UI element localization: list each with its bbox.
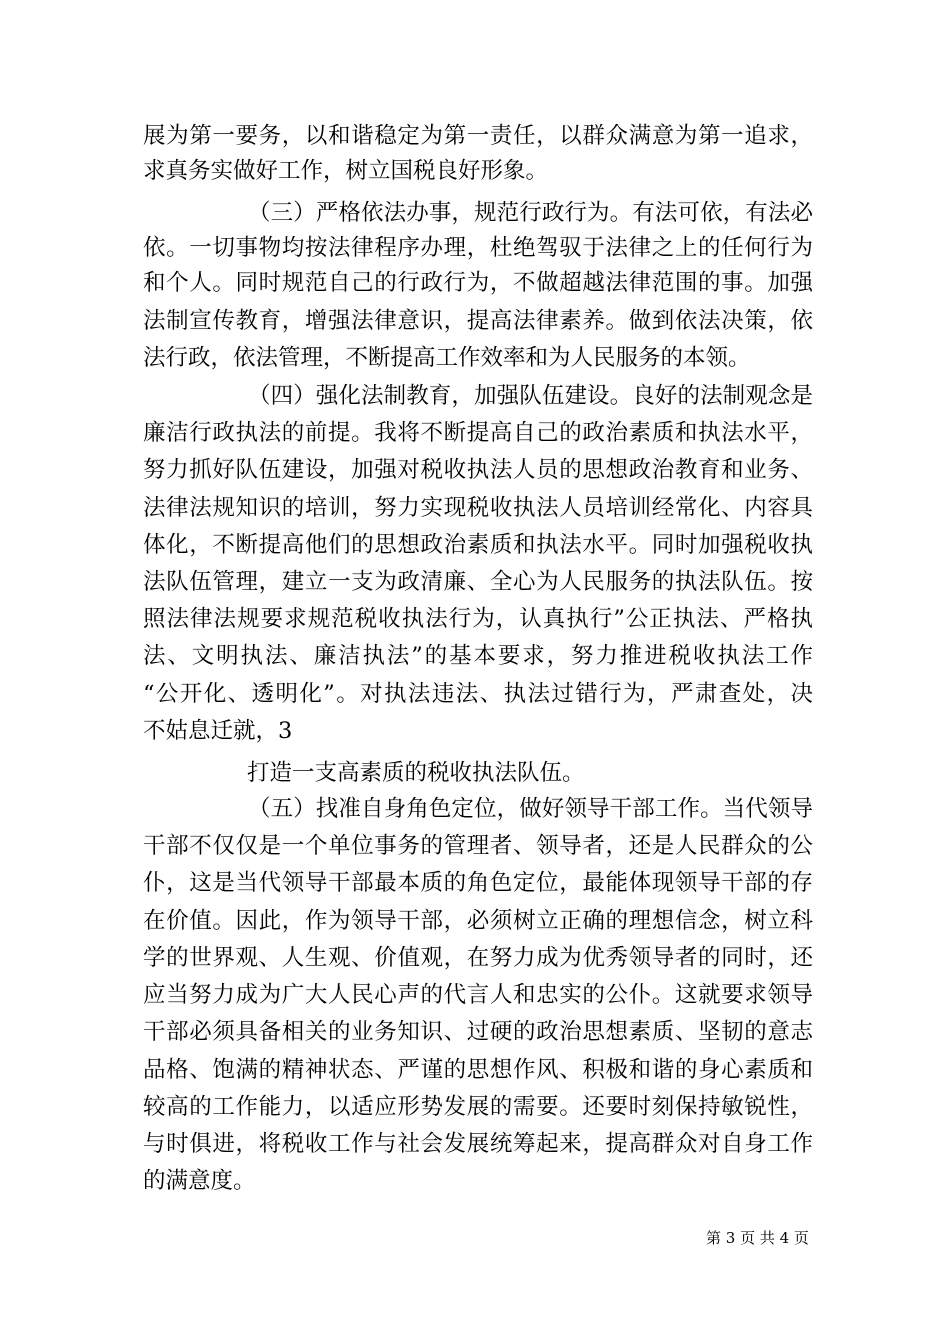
text-line-4: 依。一切事物均按法律程序办理，杜绝驾驭于法律之上的任何行为 — [143, 235, 813, 261]
paragraph-heading-4: （四）强化法制教育，加强队伍建设。良好的法制观念是 — [248, 383, 813, 409]
text-line-18: 打造一支高素质的税收执法队伍。 — [247, 760, 585, 786]
text-line-27: 较高的工作能力，以适应形势发展的需要。还要时刻保持敏锐性， — [143, 1094, 813, 1120]
text-line-13: 法队伍管理，建立一支为政清廉、全心为人民服务的执法队伍。按 — [143, 569, 813, 595]
text-line-11: 法律法规知识的培训，努力实现税收执法人员培训经常化、内容具 — [143, 495, 813, 521]
text-line-7: 法行政，依法管理，不断提高工作效率和为人民服务的本领。 — [143, 345, 751, 371]
text-line-15: 法、文明执法、廉洁执法”的基本要求，努力推进税收执法工作 — [143, 643, 813, 669]
text-line-12: 体化，不断提高他们的思想政治素质和执法水平。同时加强税收执 — [143, 532, 813, 558]
text-line-20: 干部不仅仅是一个单位事务的管理者、领导者，还是人民群众的公 — [143, 833, 813, 859]
text-line-23: 学的世界观、人生观、价值观，在努力成为优秀领导者的同时，还 — [143, 945, 813, 971]
text-line-16: “公开化、透明化”。对执法违法、执法过错行为，严肃查处，决 — [143, 681, 813, 707]
text-line-9: 廉洁行政执法的前提。我将不断提高自己的政治素质和执法水平， — [143, 420, 813, 446]
page-number-footer: 第 3 页 共 4 页 — [706, 1229, 809, 1247]
text-line-10: 努力抓好队伍建设，加强对税收执法人员的思想政治教育和业务、 — [143, 457, 813, 483]
text-line-24: 应当努力成为广大人民心声的代言人和忠实的公仆。这就要求领导 — [143, 982, 813, 1008]
text-line-2: 求真务实做好工作，树立国税良好形象。 — [143, 158, 549, 184]
text-line-25: 干部必须具备相关的业务知识、过硬的政治思想素质、坚韧的意志 — [143, 1019, 813, 1045]
text-line-5: 和个人。同时规范自己的行政行为，不做超越法律范围的事。加强 — [143, 270, 813, 296]
text-line-14: 照法律法规要求规范税收执法行为，认真执行”公正执法、严格执 — [143, 606, 813, 632]
paragraph-heading-5: （五）找准自身角色定位，做好领导干部工作。当代领导 — [248, 796, 813, 822]
text-line-22: 在价值。因此，作为领导干部，必须树立正确的理想信念，树立科 — [143, 908, 813, 934]
text-line-28: 与时俱进，将税收工作与社会发展统筹起来，提高群众对自身工作 — [143, 1131, 813, 1157]
text-line-21: 仆，这是当代领导干部最本质的角色定位，最能体现领导干部的存 — [143, 870, 813, 896]
text-line-17: 不姑息迁就，3 — [143, 718, 293, 744]
paragraph-heading-3: （三）严格依法办事，规范行政行为。有法可依，有法必 — [248, 200, 813, 226]
text-line-1: 展为第一要务，以和谐稳定为第一责任，以群众满意为第一追求， — [143, 123, 813, 149]
text-line-26: 品格、饱满的精神状态、严谨的思想作风、积极和谐的身心素质和 — [143, 1057, 813, 1083]
text-line-6: 法制宣传教育，增强法律意识，提高法律素养。做到依法决策，依 — [143, 308, 813, 334]
text-line-29: 的满意度。 — [143, 1168, 256, 1194]
